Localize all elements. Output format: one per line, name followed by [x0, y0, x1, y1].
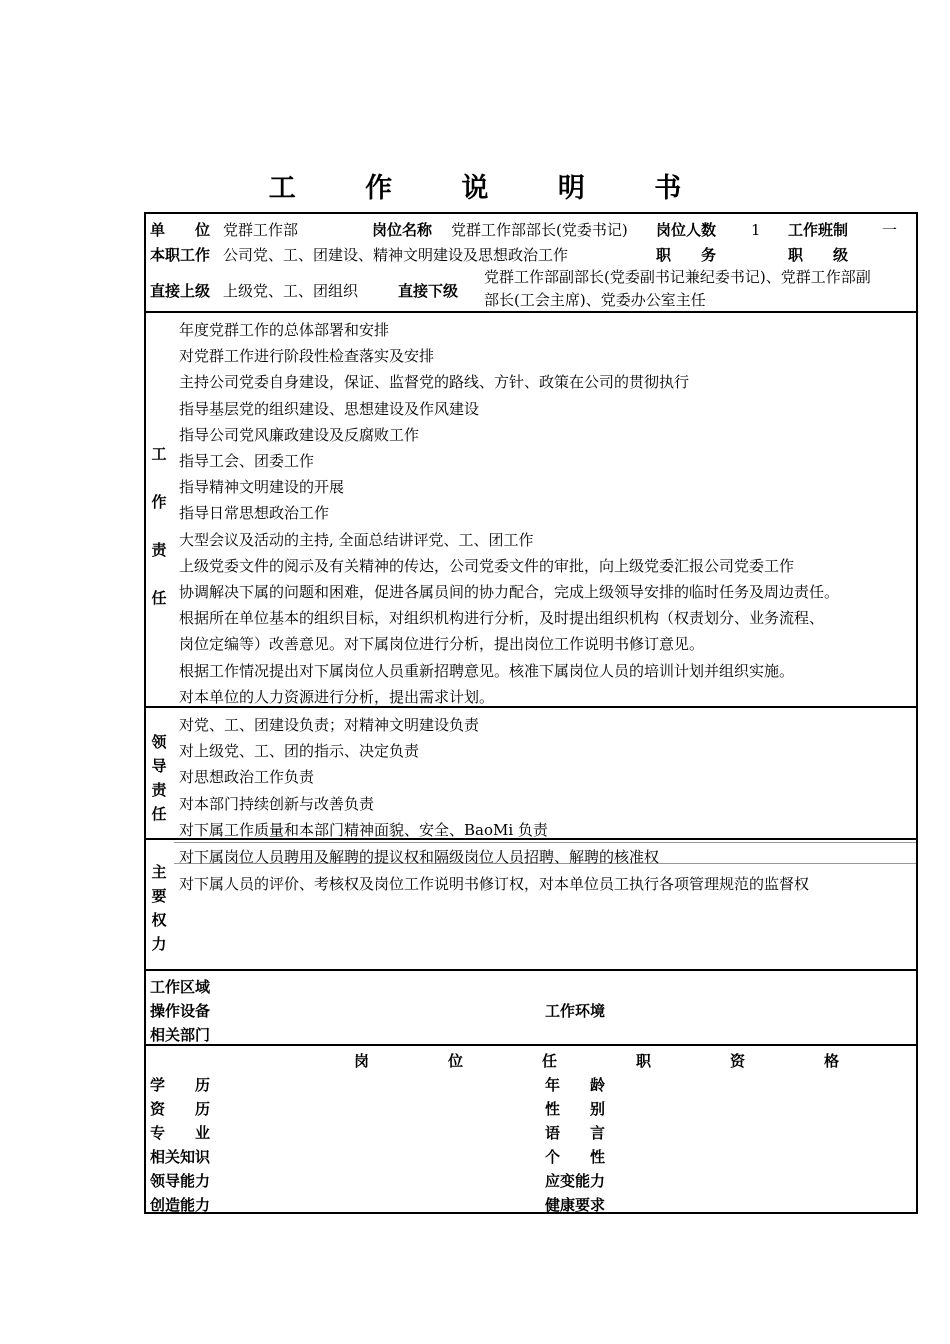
leadership-label: 领 导 责 任: [151, 733, 167, 823]
grade-label: 职 级: [788, 246, 849, 264]
qualification-label: 学 历: [150, 1076, 211, 1094]
post-name-label: 岗位名称: [372, 221, 433, 239]
subordinate-label: 直接下级: [398, 282, 459, 300]
left-border: [144, 212, 146, 1214]
subordinate-value-line2: 部长(工会主席)、党委办公室主任: [484, 291, 706, 309]
unit-value: 党群工作部: [223, 221, 299, 239]
unit-label: 单 位: [150, 221, 211, 239]
qualifications-heading: 岗 位 任 职 资 格: [354, 1052, 872, 1070]
divider-authority: [144, 969, 918, 971]
headcount-label: 岗位人数: [656, 221, 717, 239]
subordinate-value-line1: 党群工作部副部长(党委副书记兼纪委书记)、党群工作部副: [484, 268, 871, 286]
leadership-item: 对思想政治工作负责: [179, 768, 315, 787]
authority-list: [179, 844, 809, 897]
job-label: 本职工作: [150, 246, 211, 264]
qualification-label: 资 历: [150, 1100, 211, 1118]
leadership-item: 对下属工作质量和本部门精神面貌、安全、BaoMi 负责: [179, 820, 548, 839]
qualification-label: 相关知识: [150, 1148, 211, 1166]
responsibility-item: 大型会议及活动的主持, 全面总结讲评党、工、团工作: [179, 530, 534, 549]
leadership-item: 对本部门持续创新与改善负责: [179, 794, 375, 813]
page-title: 工 作 说 明 书: [268, 173, 712, 204]
post-name-value: 党群工作部部长(党委书记): [451, 221, 628, 239]
authority-item: 对下属岗位人员聘用及解聘的提议权和隔级岗位人员招聘、解聘的核准权: [179, 848, 660, 866]
qualification-label: 应变能力: [545, 1172, 606, 1190]
leadership-item: 对党、工、团建设负责；对精神文明建设负责: [179, 716, 480, 734]
superior-value: 上级党、工、团组织: [223, 282, 359, 300]
divider-environment: [144, 1044, 918, 1046]
responsibility-item: 指导日常思想政治工作: [179, 504, 330, 523]
responsibility-item: 岗位定编等）改善意见。对下属岗位进行分析，提出岗位工作说明书修订意见。: [179, 635, 705, 654]
responsibility-item: 指导精神文明建设的开展: [179, 478, 345, 497]
qualification-label: 健康要求: [545, 1196, 606, 1214]
responsibility-item: 上级党委文件的阅示及有关精神的传达，公司党委文件的审批，向上级党委汇报公司党委工作: [179, 556, 795, 575]
qualification-label: 领导能力: [150, 1172, 211, 1190]
responsibility-item: 根据工作情况提出对下属岗位人员重新招聘意见。核准下属岗位人员的培训计划并组织实施。: [179, 661, 795, 680]
shift-value: 一: [882, 221, 898, 239]
responsibilities-list: [179, 317, 839, 710]
responsibility-item: 指导公司党风廉政建设及反腐败工作: [179, 425, 420, 444]
divider-header: [144, 311, 918, 313]
authority-label: 主 要 权 力: [151, 863, 167, 953]
responsibility-item: 主持公司党委自身建设，保证、监督党的路线、方针、政策在公司的贯彻执行: [179, 373, 690, 392]
responsibility-item: 年度党群工作的总体部署和安排: [179, 321, 390, 339]
authority-item: 对下属人员的评价、考核权及岗位工作说明书修订权，对本单位员工执行各项管理规范的监督权: [179, 874, 810, 893]
qualification-label: 性 别: [545, 1100, 606, 1118]
authority-top-rule: [174, 842, 916, 843]
responsibility-item: 指导基层党的组织建设、思想建设及作风建设: [179, 399, 480, 418]
qualification-label: 个 性: [545, 1148, 606, 1166]
duty-label: 职 务: [656, 246, 717, 264]
leadership-item: 对上级党、工、团的指示、决定负责: [179, 742, 420, 761]
responsibility-item: 根据所在单位基本的组织目标，对组织机构进行分析，及时提出组织机构（权责划分、业务流程、: [179, 609, 825, 628]
job-value: 公司党、工、团建设、精神文明建设及思想政治工作: [223, 246, 569, 264]
responsibility-item: 指导工会、团委工作: [179, 452, 315, 471]
work-environment-label: 工作环境: [545, 1002, 606, 1020]
responsibility-item: 对本单位的人力资源进行分析，提出需求计划。: [179, 687, 495, 706]
headcount-value: 1: [751, 221, 761, 239]
equipment-label: 操作设备: [150, 1002, 211, 1020]
top-border: [144, 212, 918, 214]
bottom-border: [144, 1212, 918, 1214]
qualification-label: 创造能力: [150, 1196, 211, 1214]
right-border: [916, 212, 918, 1214]
responsibilities-label: 工 作 责 任: [151, 445, 167, 607]
qualification-label: 语 言: [545, 1124, 606, 1142]
leadership-list: [179, 712, 548, 843]
work-area-label: 工作区域: [150, 978, 211, 996]
qualification-label: 专 业: [150, 1124, 211, 1142]
related-dept-label: 相关部门: [150, 1026, 211, 1044]
superior-label: 直接上级: [150, 282, 211, 300]
qualification-label: 年 龄: [545, 1076, 606, 1094]
responsibility-item: 协调解决下属的问题和困难，促进各属员间的协力配合，完成上级领导安排的临时任务及周边责任。: [179, 583, 840, 602]
job-description-form: [144, 212, 918, 1214]
shift-label: 工作班制: [788, 221, 849, 239]
responsibility-item: 对党群工作进行阶段性检查落实及安排: [179, 347, 435, 366]
